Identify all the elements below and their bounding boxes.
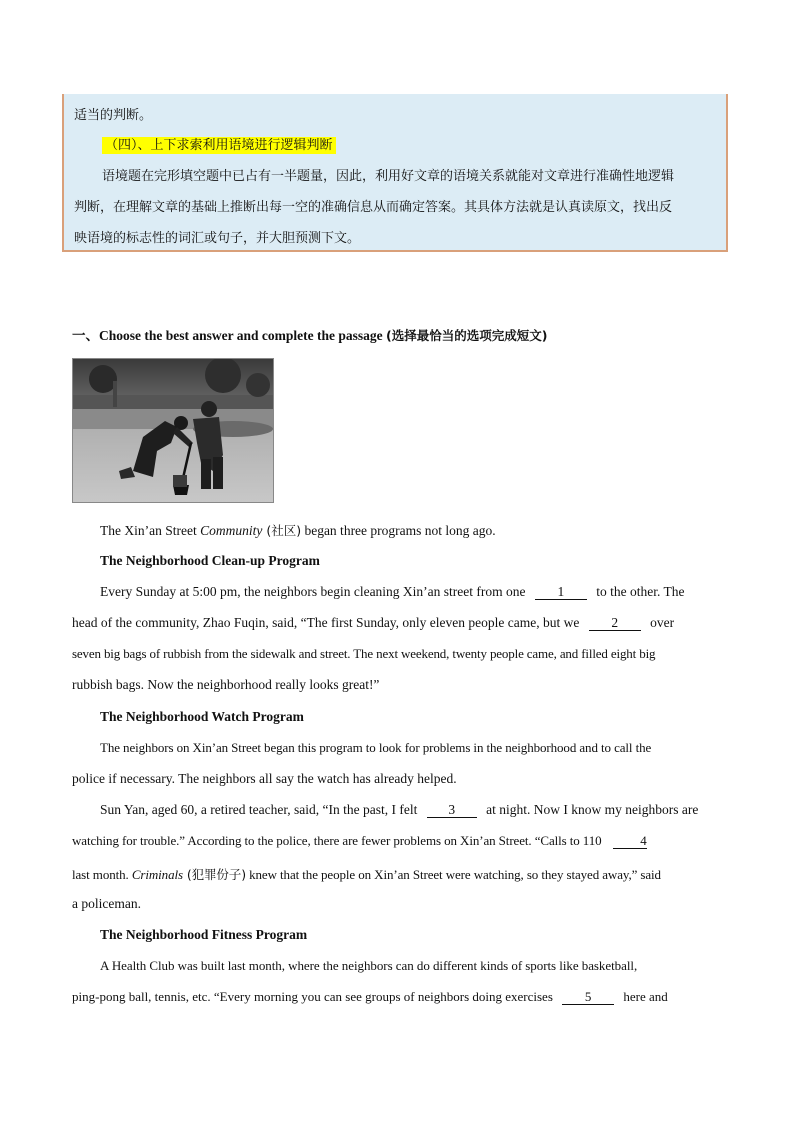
p3-l1-text-b: at night. Now I know my neighbors are: [486, 802, 699, 817]
p3-l1-text-a: Sun Yan, aged 60, a retired teacher, said, “In the past, I felt: [100, 802, 418, 817]
cleanup-photo: [72, 358, 274, 503]
blank-2[interactable]: 2: [589, 616, 641, 631]
p1-l2-text-b: over: [650, 615, 675, 630]
p3-l3-text-pre: last month.: [72, 867, 132, 882]
tip-line-1: 适当的判断。: [74, 108, 153, 123]
p1-line-1: [100, 584, 722, 600]
p1-line-4: rubbish bags. Now the neighborhood really looks great!”: [72, 677, 380, 692]
blank-3[interactable]: 3: [427, 803, 477, 818]
p3-l2-text-a: watching for trouble.” According to the police, there are fewer problems on Xin’an Street. “Calls to 110: [72, 833, 602, 848]
p4-line-2: [72, 989, 722, 1005]
p3-line-3: [72, 865, 722, 883]
blank-1[interactable]: 1: [535, 585, 587, 600]
tip-line-2: 语境题在完形填空题中已占有一半题量，因此，利用好文章的语境关系就能对文章进行准确性地逻辑: [102, 169, 675, 184]
intro-text-a: The Xin’an Street: [100, 523, 201, 538]
p1-l2-text-a: head of the community, Zhao Fuqin, said, “The first Sunday, only eleven people came, but we: [72, 615, 580, 630]
tip-line-4: 映语境的标志性的词汇或句子，并大胆预测下文。: [74, 231, 361, 246]
passage-intro: [100, 521, 722, 539]
p2-line-1: The neighbors on Xin’an Street began this program to look for problems in the neighborhood and to call the: [100, 740, 652, 755]
p3-italic-word: Criminals: [131, 867, 183, 882]
tip-line-3: 判断，在理解文章的基础上推断出每一空的准确信息从而确定答案。其具体方法就是认真读原文，找出反: [74, 200, 673, 215]
intro-cn-gloss: (社区): [262, 523, 302, 538]
p4-l2-text-a: ping-pong ball, tennis, etc. “Every morning you can see groups of neighbors doing exercises: [72, 989, 553, 1004]
p3-line-4: a policeman.: [72, 896, 141, 911]
p1-l1-text-a: Every Sunday at 5:00 pm, the neighbors begin cleaning Xin’an street from one: [100, 584, 526, 599]
tip-box: [62, 94, 728, 252]
blank-4[interactable]: 4: [613, 834, 647, 849]
p1-line-3: seven big bags of rubbish from the sidewalk and street. The next weekend, twenty people came, and filled eight big: [72, 646, 656, 661]
p3-cn-gloss: (犯罪份子): [182, 867, 246, 882]
intro-italic-word: Community: [200, 523, 263, 538]
p4-line-1: A Health Club was built last month, where the neighbors can do different kinds of sports like basketball,: [100, 958, 638, 973]
tip-heading-highlight: （四）、上下求索利用语境进行逻辑判断: [102, 137, 336, 154]
heading-fitness: The Neighborhood Fitness Program: [100, 927, 308, 942]
heading-watch: The Neighborhood Watch Program: [100, 709, 304, 724]
section-title-en: 一、Choose the best answer and complete the passage: [72, 328, 386, 343]
blank-5[interactable]: 5: [562, 990, 614, 1005]
section-title-cn: (选择最恰当的选项完成短文): [386, 328, 548, 343]
p1-line-2: [72, 615, 722, 631]
p2-line-2: police if necessary. The neighbors all say the watch has already helped.: [72, 771, 457, 786]
p3-line-1: [100, 802, 722, 818]
tip-heading: [102, 134, 336, 153]
p4-l2-text-b: here and: [623, 989, 668, 1004]
p3-line-2: [72, 833, 722, 849]
heading-cleanup: The Neighborhood Clean-up Program: [100, 553, 320, 568]
p1-l1-text-b: to the other. The: [596, 584, 685, 599]
intro-text-b: began three programs not long ago.: [301, 523, 496, 538]
section-title: [72, 324, 547, 344]
p3-l3-text-b: knew that the people on Xin’an Street were watching, so they stayed away,” said: [245, 867, 661, 882]
cleanup-photo-image: [73, 359, 274, 503]
